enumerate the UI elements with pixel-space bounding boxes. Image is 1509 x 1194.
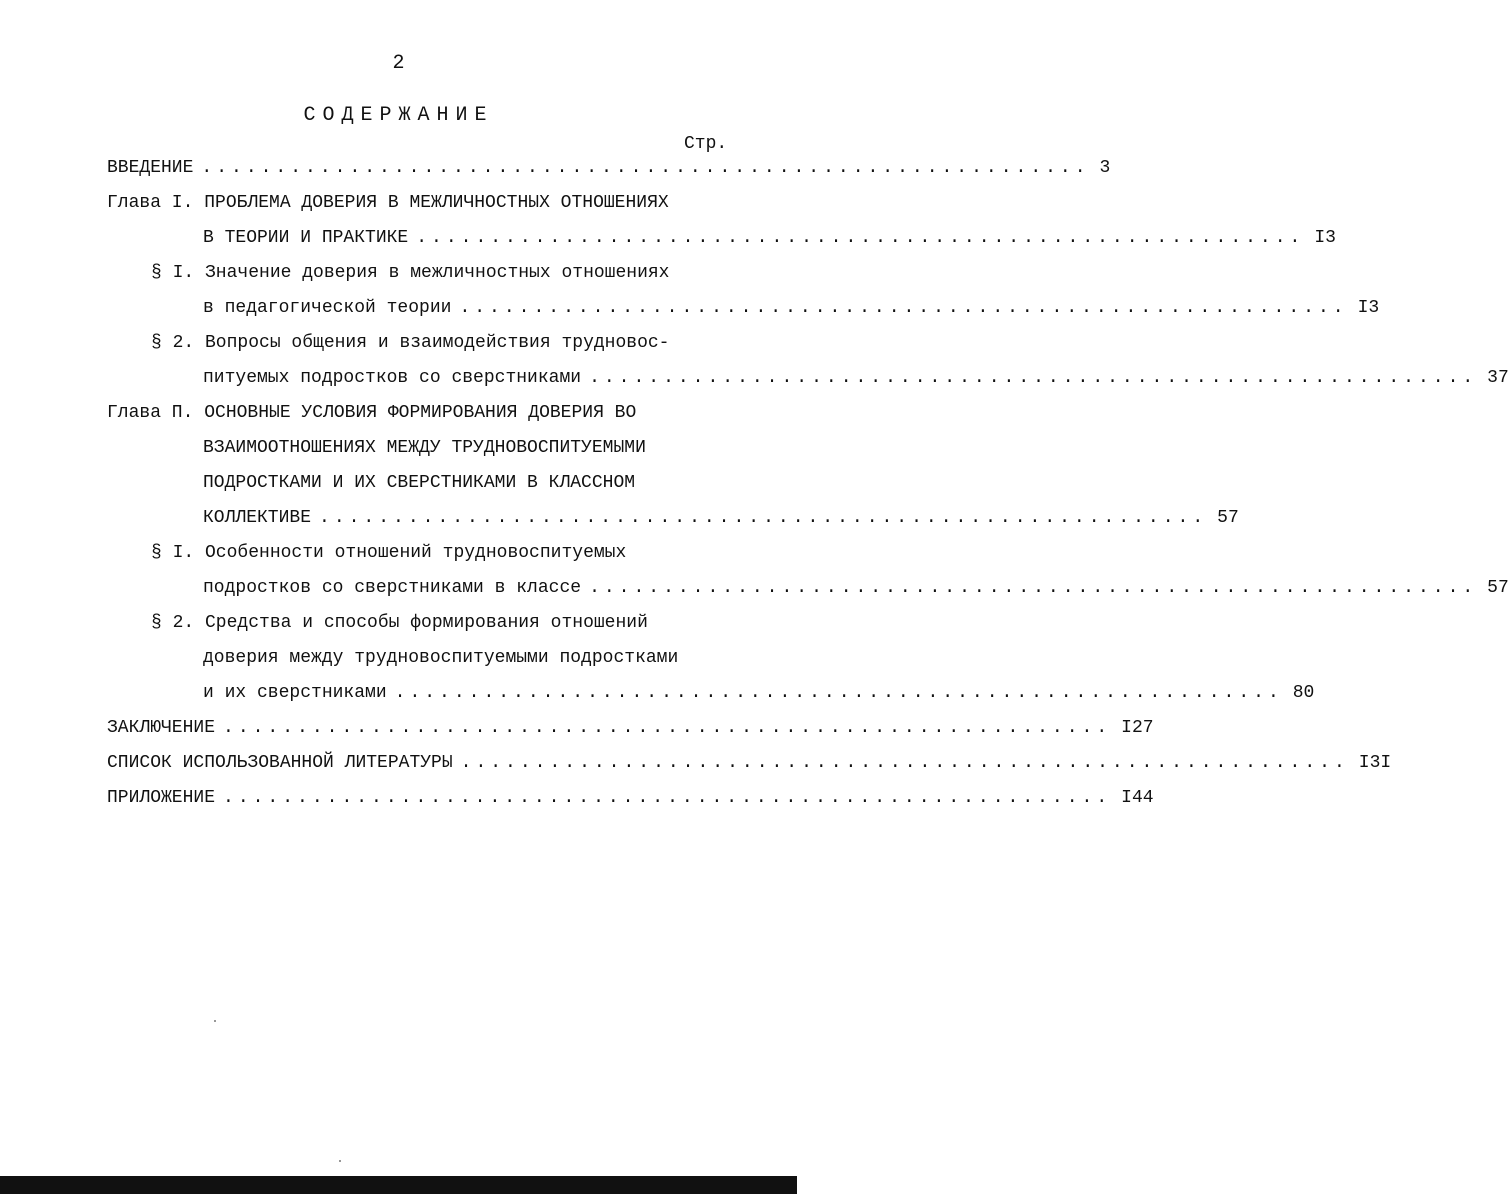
toc-entry-page: 57 [1487, 578, 1509, 598]
toc-entry [151, 543, 626, 569]
toc-entry [203, 438, 646, 464]
toc-entry-text: ПРИЛОЖЕНИЕ [107, 788, 216, 808]
toc-entry [107, 193, 669, 219]
toc-entry [107, 788, 1154, 814]
toc-entry [203, 473, 635, 499]
dot-leader: ............................................................ [319, 508, 1208, 528]
toc-entry [151, 263, 669, 289]
toc-entry [151, 333, 669, 359]
toc-entry-text: Глава I. ПРОБЛЕМА ДОВЕРИЯ В МЕЖЛИЧНОСТНЫХ ОТНОШЕНИЯХ [107, 193, 669, 213]
dot-leader: ............................................................ [589, 368, 1478, 388]
toc-entry [203, 508, 1239, 534]
toc-entry-page: 37 [1487, 368, 1509, 388]
toc-entry-text: ВЗАИМООТНОШЕНИЯХ МЕЖДУ ТРУДНОВОСПИТУЕМЫМИ [203, 438, 646, 458]
toc-entry-text: Глава П. ОСНОВНЫЕ УСЛОВИЯ ФОРМИРОВАНИЯ ДОВЕРИЯ ВО [107, 403, 637, 423]
scan-speck [214, 1020, 216, 1022]
toc-entry-text: доверия между трудновоспитуемыми подростками [203, 648, 679, 668]
dot-leader: ............................................................ [459, 298, 1348, 318]
dot-leader: ............................................................ [223, 788, 1112, 808]
toc-entry-text: СПИСОК ИСПОЛЬЗОВАННОЙ ЛИТЕРАТУРЫ [107, 753, 453, 773]
toc-entry-page: I3 [1314, 228, 1336, 248]
toc-entry-text: § I. Особенности отношений трудновоспитуемых [151, 543, 627, 563]
toc-entry-text: ВВЕДЕНИЕ [107, 158, 194, 178]
toc-entry-text: питуемых подростков со сверстниками [203, 368, 582, 388]
scan-speck [339, 1160, 341, 1162]
toc-entry [107, 753, 1392, 779]
toc-entry-page: 80 [1292, 683, 1315, 703]
toc-entry-text: и их сверстниками [203, 683, 387, 703]
dot-leader: ............................................................ [223, 718, 1112, 738]
toc-entry-text: ПОДРОСТКАМИ И ИХ СВЕРСТНИКАМИ В КЛАССНОМ [203, 473, 636, 493]
toc-entry-text: КОЛЛЕКТИВЕ [203, 508, 312, 528]
toc-entry-page: 3 [1099, 158, 1111, 178]
toc-entry-page: I44 [1121, 788, 1154, 808]
scan-edge-bar [0, 1176, 797, 1194]
toc-entry [203, 368, 1509, 394]
toc-entry-text: В ТЕОРИИ И ПРАКТИКЕ [203, 228, 409, 248]
toc-entry [107, 158, 1111, 184]
toc-entry-text: подростков со сверстниками в классе [203, 578, 582, 598]
toc-entry [203, 298, 1380, 324]
toc-entry-text: ЗАКЛЮЧЕНИЕ [107, 718, 216, 738]
toc-entry-text: § I. Значение доверия в межличностных отношениях [151, 263, 670, 283]
toc-entry-text: § 2. Вопросы общения и взаимодействия трудновос- [151, 333, 670, 353]
page-title: СОДЕРЖАНИЕ [303, 104, 494, 127]
dot-leader: ............................................................ [460, 753, 1349, 773]
toc-entry-page: I3 [1357, 298, 1380, 318]
dot-leader: ............................................................ [394, 683, 1283, 703]
toc-entry [203, 648, 678, 674]
toc-entry [203, 578, 1509, 604]
toc-entry-text: в педагогической теории [203, 298, 452, 318]
toc-entry-page: 57 [1217, 508, 1239, 528]
dot-leader: ............................................................ [589, 578, 1478, 598]
page-column-label: Стр. [684, 134, 728, 154]
dot-leader: ............................................................ [416, 228, 1305, 248]
toc-entry [203, 683, 1315, 709]
toc-entry-page: I3I [1358, 753, 1392, 773]
page-number: 2 [392, 52, 405, 75]
toc-entry-text: § 2. Средства и способы формирования отношений [151, 613, 648, 633]
toc-entry [203, 228, 1336, 254]
toc-entry [107, 403, 636, 429]
toc-entry [151, 613, 648, 639]
toc-entry-page: I27 [1121, 718, 1154, 738]
dot-leader: ............................................................ [201, 158, 1090, 178]
toc-entry [107, 718, 1154, 744]
